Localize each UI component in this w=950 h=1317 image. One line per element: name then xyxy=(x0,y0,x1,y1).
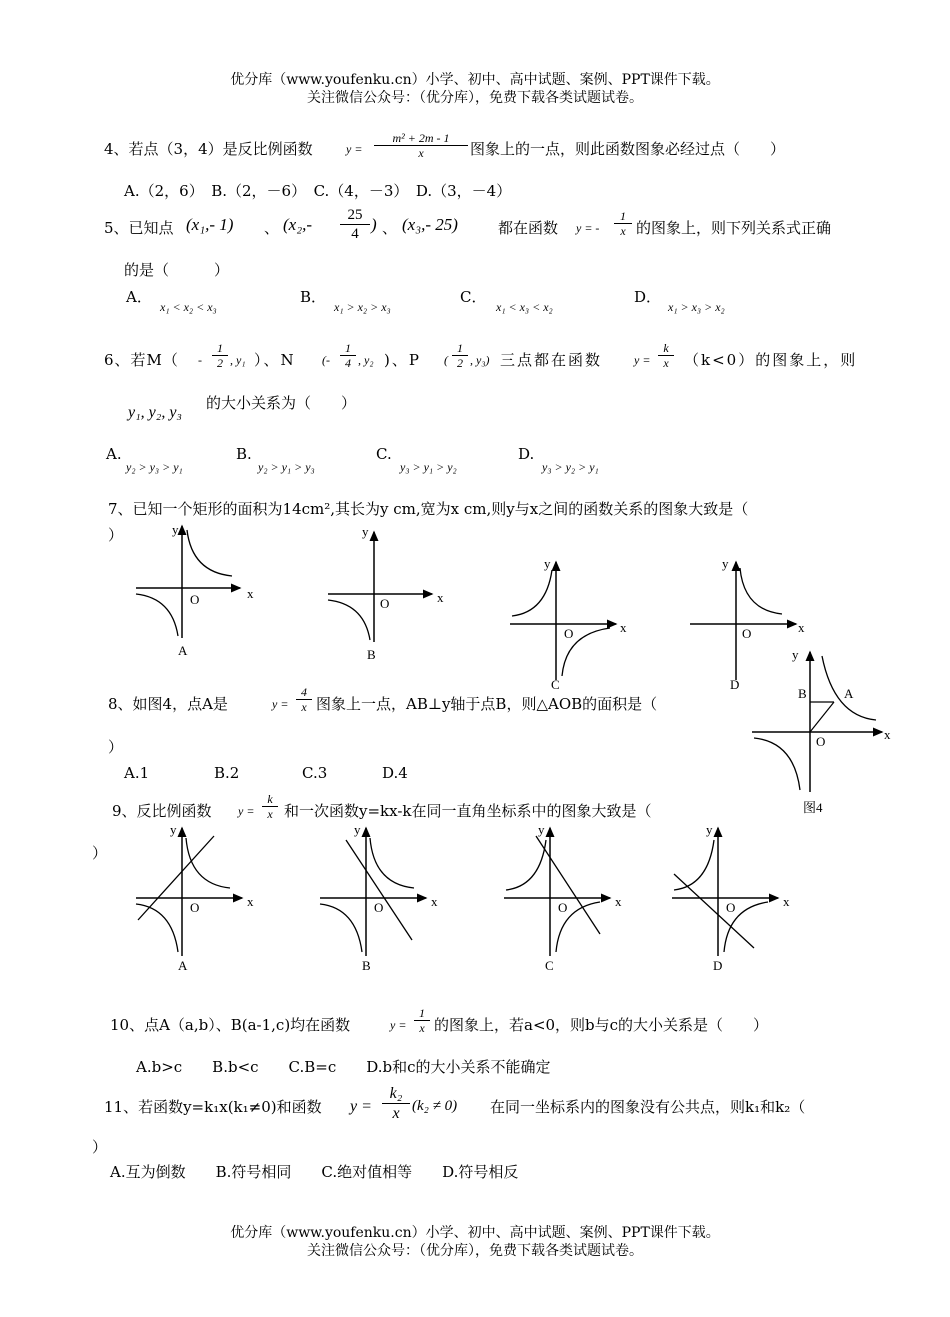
q9-graph-c xyxy=(500,822,630,962)
curve-q3 xyxy=(328,600,370,640)
q5-p2-den: 4 xyxy=(351,226,359,242)
q5-fn-lhs: y = - xyxy=(576,221,600,235)
q9-fn-den: x xyxy=(267,807,273,821)
q6-prefix: 6、若M（ xyxy=(104,351,179,369)
q9-b-x-label: x xyxy=(431,894,438,909)
q7-graph-c xyxy=(506,556,636,686)
q8-fn-num: 4 xyxy=(296,685,312,700)
q9-fn-lhs: y = xyxy=(238,804,255,818)
q7-a-x-label: x xyxy=(247,586,254,601)
q6-option-a-label: A. xyxy=(106,445,122,463)
q5-mid: 都在函数 xyxy=(498,219,559,237)
q6-m-neg: - xyxy=(198,353,202,367)
q6-p-open: ( xyxy=(444,353,448,367)
q10-fn-den: x xyxy=(419,1021,425,1035)
q9-fraction xyxy=(262,792,278,821)
segment-oa xyxy=(810,702,834,732)
q6-mid: 三点都在函数 xyxy=(500,351,603,369)
q4-fraction xyxy=(374,131,468,160)
q4-suffix: 图象上的一点，则此函数图象必经过点（ ） xyxy=(470,140,786,158)
q6-p-y: , y₃) xyxy=(470,353,490,367)
q5-point-2-fraction xyxy=(340,206,370,243)
q5-option-d: x₁ > x₃ > x₂ xyxy=(668,300,725,314)
q5-p2-num: 25 xyxy=(340,206,370,225)
q5-sep-2: 、 xyxy=(382,219,398,237)
q4-options: A.（2，6） B.（2，－6） C.（4，－3） D.（3，－4） xyxy=(124,182,512,200)
line xyxy=(674,874,754,948)
figure-4-origin: O xyxy=(816,734,826,749)
curve-q1 xyxy=(740,568,782,614)
q7-graph-a xyxy=(130,520,260,660)
q9-suffix: 和一次函数y=kx-k在同一直角坐标系中的图象大致是（ xyxy=(284,802,652,820)
curve-q2 xyxy=(506,840,546,890)
q5-fn-den: x xyxy=(620,224,626,238)
q7-close: ） xyxy=(108,526,124,544)
q10-suffix: 的图象上，若a<0，则b与c的大小关系是（ ） xyxy=(434,1016,769,1034)
q6-m-fraction xyxy=(212,341,228,370)
q6-m-den: 2 xyxy=(217,356,223,370)
q9-graph-b xyxy=(316,822,446,962)
curve-q1 xyxy=(370,838,414,888)
q6-line-2: 的大小关系为（ ） xyxy=(206,394,357,412)
q7-a-origin: O xyxy=(190,592,200,607)
q9-d-label: D xyxy=(713,958,723,973)
q9-a-origin: O xyxy=(190,900,200,915)
q5-option-b-label: B． xyxy=(300,288,327,306)
q9-d-origin: O xyxy=(726,900,736,915)
q6-p-den: 2 xyxy=(457,356,463,370)
q8-option-d: D.4 xyxy=(382,764,408,782)
curve-q2 xyxy=(512,570,552,616)
q11-fn-num: k₂ xyxy=(382,1084,410,1104)
q5-fraction xyxy=(614,209,632,238)
q9-b-y-label: y xyxy=(354,822,361,837)
q5-suffix: 的图象上，则下列关系式正确 xyxy=(636,219,832,237)
q6-fn-num: k xyxy=(658,341,674,356)
q5-option-b: x₁ > x₂ > x₃ xyxy=(334,300,391,314)
q9-c-y-label: y xyxy=(538,822,545,837)
q6-n-open: (- xyxy=(322,353,330,367)
q11-prefix: 11、若函数y=k₁x(k₁≠0)和函数 xyxy=(104,1098,322,1116)
q7-d-y-label: y xyxy=(722,556,729,571)
q8-fraction xyxy=(296,685,312,714)
q8-prefix: 8、如图4，点A是 xyxy=(108,695,228,713)
q6-n-fraction xyxy=(340,341,356,370)
q9-a-x-label: x xyxy=(247,894,254,909)
footer-line-2: 关注微信公众号：（优分库），免费下载各类试题试卷。 xyxy=(307,1243,643,1259)
q5-option-a-label: A． xyxy=(126,288,152,306)
q8-fn-lhs: y = xyxy=(272,697,289,711)
q9-d-x-label: x xyxy=(783,894,790,909)
q7-c-y-label: y xyxy=(544,556,551,571)
curve-q3 xyxy=(320,904,362,952)
q9-c-x-label: x xyxy=(615,894,622,909)
q6-option-b-label: B. xyxy=(236,445,252,463)
q7-d-label: D xyxy=(730,677,740,692)
q6-option-d-label: D. xyxy=(518,445,535,463)
q6-fn-lhs: y = xyxy=(634,353,651,367)
q9-prefix: 9、反比例函数 xyxy=(112,802,212,820)
q6-option-c-label: C. xyxy=(376,445,392,463)
q5-point-2a: (x₂,- xyxy=(283,215,313,234)
curve-q2 xyxy=(674,840,714,890)
q9-close: ） xyxy=(92,844,108,862)
curve-q3 xyxy=(754,738,800,790)
q10-fraction xyxy=(414,1006,430,1035)
q8-fn-den: x xyxy=(301,700,307,714)
q9-c-origin: O xyxy=(558,900,568,915)
q7-b-x-label: x xyxy=(437,590,444,605)
q6-sep-2: )、P xyxy=(384,351,421,369)
curve-q1 xyxy=(186,838,230,888)
q5-option-c-label: C． xyxy=(460,288,487,306)
header-line-1: 优分库（www.youfenku.cn）小学、初中、高中试题、案例、PPT课件下载。 xyxy=(230,72,720,88)
q7-b-origin: O xyxy=(380,596,390,611)
q10-fn-lhs: y = xyxy=(390,1018,407,1032)
q6-option-b: y₂ > y₁ > y₃ xyxy=(258,460,315,474)
q6-m-num: 1 xyxy=(212,341,228,356)
figure-4-x-label: x xyxy=(884,727,891,742)
q5-prefix: 5、已知点 xyxy=(104,219,174,237)
q8-option-b: B.2 xyxy=(214,764,240,782)
q9-a-label: A xyxy=(178,958,188,973)
figure-4-point-b: B xyxy=(798,686,807,701)
q4-prefix: 4、若点（3，4）是反比例函数 xyxy=(104,140,313,158)
q7-d-origin: O xyxy=(742,626,752,641)
q7-text: 7、已知一个矩形的面积为14cm²,其长为y cm,宽为x cm,则y与x之间的函数关系的图象大致是（ xyxy=(108,500,749,518)
q7-a-y-label: y xyxy=(172,522,179,537)
q9-b-origin: O xyxy=(374,900,384,915)
q5-option-a: x₁ < x₂ < x₃ xyxy=(160,300,217,314)
curve-q3 xyxy=(136,594,178,636)
q9-graph-d xyxy=(668,822,798,962)
q6-option-c: y₃ > y₁ > y₂ xyxy=(400,460,457,474)
q11-options: A.互为倒数 B.符号相同 C.绝对值相等 D.符号相反 xyxy=(110,1163,519,1181)
q9-d-y-label: y xyxy=(706,822,713,837)
header-line-2: 关注微信公众号：（优分库），免费下载各类试题试卷。 xyxy=(307,90,643,106)
q8-option-c: C.3 xyxy=(302,764,328,782)
figure-4-caption: 图4 xyxy=(803,800,823,815)
q7-c-label: C xyxy=(551,677,560,692)
q5-option-c: x₁ < x₃ < x₂ xyxy=(496,300,553,314)
line xyxy=(346,840,412,940)
q8-suffix: 图象上一点，AB⊥y轴于点B，则△AOB的面积是（ xyxy=(316,695,658,713)
q9-a-y-label: y xyxy=(170,822,177,837)
q9-fn-num: k xyxy=(262,792,278,807)
q8-close: ） xyxy=(108,738,124,756)
q6-m-y: , y₁ xyxy=(230,353,246,367)
q5-point-3: (x₃,- 25) xyxy=(402,215,458,234)
q11-suffix: 在同一坐标系内的图象没有公共点，则k₁和k₂（ xyxy=(490,1098,806,1116)
q6-fn-den: x xyxy=(663,356,669,370)
q5-line-2: 的是（ ） xyxy=(124,261,230,279)
q9-c-label: C xyxy=(545,958,554,973)
q11-fn-cond: (k₂ ≠ 0) xyxy=(412,1098,458,1114)
q5-option-d-label: D． xyxy=(634,288,662,306)
q9-graph-a xyxy=(132,822,262,962)
q7-b-label: B xyxy=(367,647,376,662)
q6-n-num: 1 xyxy=(340,341,356,356)
q6-p-fraction xyxy=(452,341,468,370)
q7-a-label: A xyxy=(178,643,188,658)
q10-prefix: 10、点A（a,b）、B(a-1,c)均在函数 xyxy=(110,1016,351,1034)
q6-n-den: 4 xyxy=(345,356,351,370)
q4-fn-den: x xyxy=(418,146,424,160)
line xyxy=(138,836,214,920)
q11-fraction xyxy=(382,1084,410,1123)
q7-c-origin: O xyxy=(564,626,574,641)
q6-fraction xyxy=(658,341,674,370)
q8-option-a: A.1 xyxy=(124,764,150,782)
q5-sep-1: 、 xyxy=(264,219,280,237)
q10-fn-num: 1 xyxy=(414,1006,430,1021)
q5-point-1: (x₁,- 1) xyxy=(186,215,234,234)
q10-options: A.b>c B.b<c C.B=c D.b和c的大小关系不能确定 xyxy=(136,1058,551,1076)
footer-line-1: 优分库（www.youfenku.cn）小学、初中、高中试题、案例、PPT课件下载。 xyxy=(230,1225,720,1241)
q11-close: ） xyxy=(92,1138,108,1156)
q6-sep-1: ）、N xyxy=(254,351,296,369)
curve-q3 xyxy=(136,904,178,952)
q7-b-y-label: y xyxy=(362,524,369,539)
q6-option-a: y₂ > y₃ > y₁ xyxy=(126,460,183,474)
q5-point-2b: ) xyxy=(371,215,377,234)
q5-fn-num: 1 xyxy=(614,209,632,224)
q7-d-x-label: x xyxy=(798,620,805,635)
q6-option-d: y₃ > y₂ > y₁ xyxy=(542,460,599,474)
figure-4-y-label: y xyxy=(792,647,799,662)
q6-p-num: 1 xyxy=(452,341,468,356)
q11-fn-den: x xyxy=(392,1105,400,1122)
figure-4-graph xyxy=(750,648,890,798)
curve-q1 xyxy=(187,530,232,576)
q4-fn-num: m² + 2m - 1 xyxy=(374,131,468,146)
q6-n-y: , y₂ xyxy=(358,353,374,367)
q6-suffix: （k<0）的图象上，则 xyxy=(684,351,858,369)
q7-c-x-label: x xyxy=(620,620,627,635)
q7-graph-b xyxy=(322,524,452,664)
q11-fn-lhs: y = xyxy=(350,1098,372,1115)
figure-4-point-a: A xyxy=(844,686,854,701)
q4-fn-lhs: y = xyxy=(346,142,363,156)
q6-vars: y₁, y₂, y₃ xyxy=(128,404,182,421)
q9-b-label: B xyxy=(362,958,371,973)
